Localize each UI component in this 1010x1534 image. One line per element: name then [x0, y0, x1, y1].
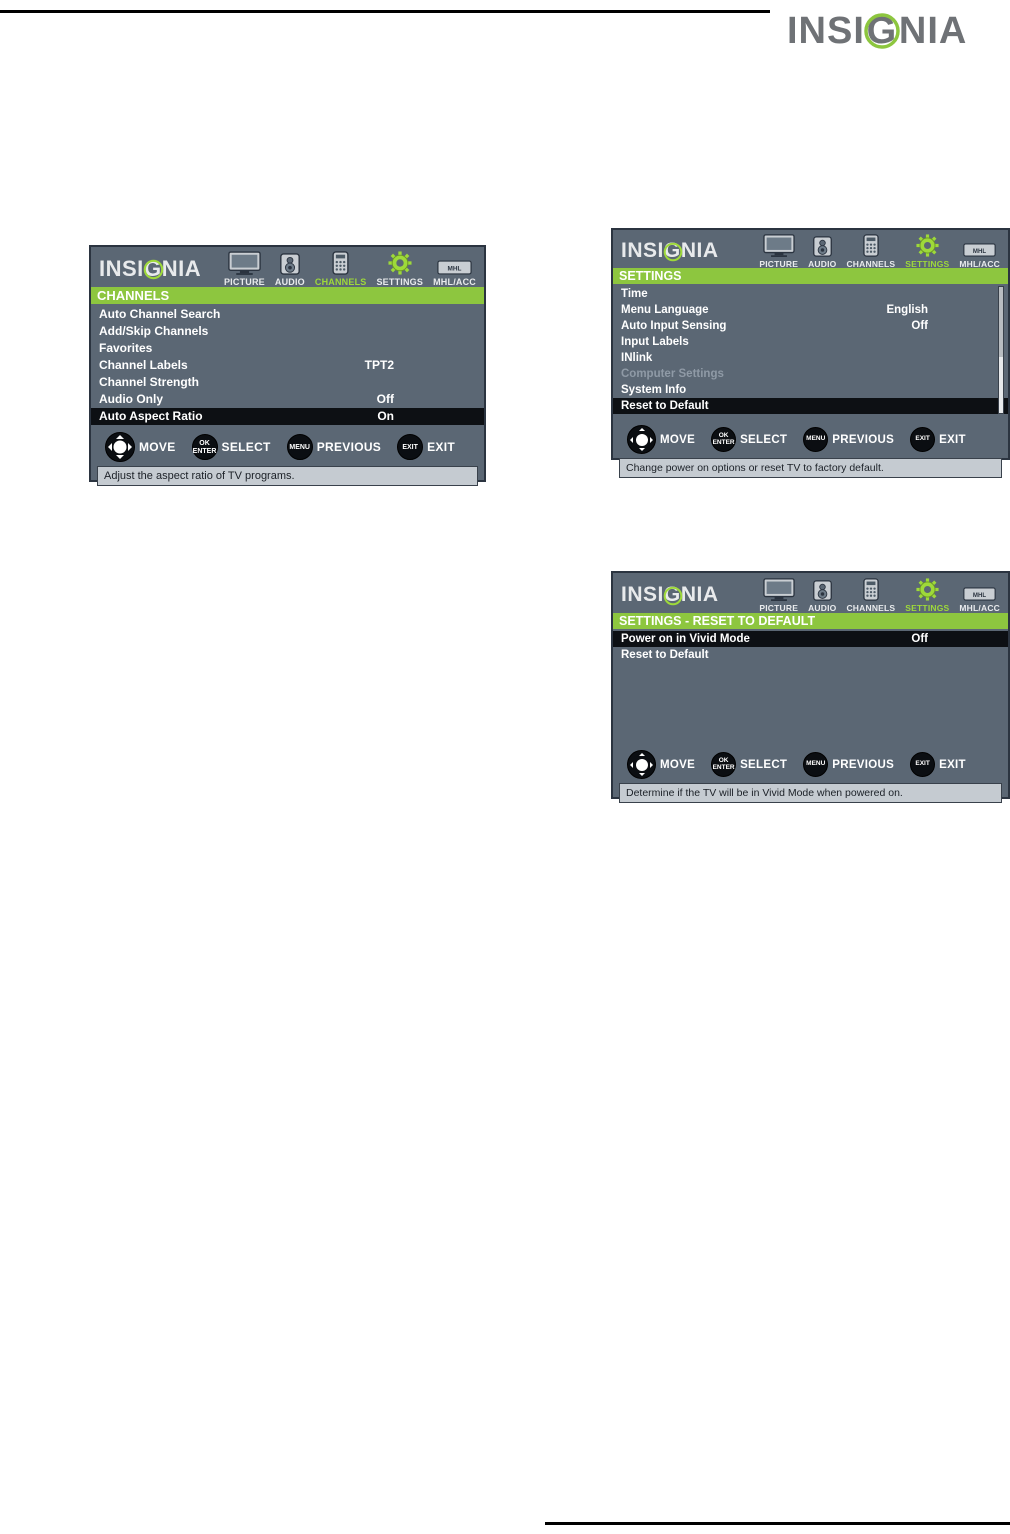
- osd-menu-item[interactable]: [91, 357, 484, 374]
- dpad-arrow: [116, 455, 124, 459]
- dpad-arrow: [639, 428, 645, 431]
- remote-key-icon[interactable]: [397, 434, 423, 460]
- osd-menu-list: [91, 304, 484, 428]
- dpad-arrow: [108, 443, 112, 451]
- dpad-arrow: [639, 448, 645, 451]
- osd-menu-item-label: INlink: [621, 352, 653, 364]
- osd-menu-item[interactable]: [91, 391, 484, 408]
- osd-logo-ring-icon: G: [144, 256, 162, 282]
- osd-menu-settings[interactable]: [905, 578, 949, 613]
- osd-menu-picture[interactable]: [759, 578, 798, 613]
- osd-logo: INSIG NIA: [621, 239, 719, 262]
- osd-title-bar: SETTINGS - RESET TO DEFAULT: [613, 613, 1008, 629]
- osd-menu-item-label: System Info: [621, 384, 687, 396]
- osd-menu-item[interactable]: [91, 323, 484, 340]
- osd-menu-item-label: Auto Input Sensing: [621, 320, 727, 332]
- osd-menu-label: AUDIO: [808, 258, 837, 269]
- osd-menu-label: CHANNELS: [314, 277, 367, 287]
- osd-menu-label: AUDIO: [274, 277, 305, 287]
- osd-menu-picture[interactable]: [759, 234, 798, 269]
- header-rule: [0, 10, 770, 13]
- button-line1: OK: [718, 431, 729, 439]
- osd-menu-label: PICTURE: [223, 277, 265, 287]
- mhl-glyph-icon: [963, 587, 996, 601]
- dpad-hub: [636, 759, 648, 771]
- legend-label: EXIT: [939, 433, 966, 446]
- logo-ring-icon: G: [865, 8, 899, 54]
- osd-menu-audio[interactable]: [808, 580, 836, 613]
- osd-menu-item-label: Time: [621, 288, 648, 300]
- osd-menu-item-label: Menu Language: [621, 304, 709, 316]
- osd-menu-channels[interactable]: [846, 234, 895, 269]
- osd-icon-row: [224, 251, 476, 287]
- osd-menu-item[interactable]: [91, 340, 484, 357]
- osd-panel-settings: [611, 228, 1010, 474]
- button-line1: MENU: [806, 435, 826, 443]
- osd-menu-item[interactable]: [613, 286, 1008, 302]
- osd-menu-label: SETTINGS: [905, 258, 950, 269]
- legend-label: SELECT: [221, 440, 271, 454]
- dpad-arrow: [650, 437, 653, 443]
- osd-menu-label: SETTINGS: [376, 277, 424, 287]
- osd-menu-label: CHANNELS: [846, 258, 896, 269]
- legend-select-button[interactable]: [711, 427, 787, 452]
- remote-glyph-icon: [332, 251, 349, 275]
- osd-menu-label: CHANNELS: [846, 602, 896, 613]
- osd-menu-mhl-acc[interactable]: [959, 587, 1000, 613]
- osd-menu-item-label: Computer Settings: [621, 368, 724, 380]
- tv-glyph-icon: [228, 251, 261, 275]
- footer-rule: [545, 1522, 1010, 1525]
- osd-menu-label: AUDIO: [808, 602, 837, 613]
- osd-menu-item-value: Off: [911, 320, 928, 332]
- remote-glyph-icon: [863, 578, 879, 601]
- osd-menu-item-label: Power on in Vivid Mode: [621, 633, 750, 645]
- dpad-arrow: [639, 773, 645, 776]
- legend-label: MOVE: [660, 758, 696, 771]
- legend-label: SELECT: [740, 758, 788, 771]
- osd-menu-item[interactable]: [613, 350, 1008, 366]
- osd-menu-mhl-acc[interactable]: [433, 260, 476, 287]
- osd-menu-channels[interactable]: [315, 251, 367, 287]
- button-line1: MENU: [289, 443, 310, 451]
- osd-hint-bar: Determine if the TV will be in Vivid Mode when powered on.: [619, 783, 1002, 803]
- osd-menu-audio[interactable]: [275, 253, 305, 287]
- osd-menu-list: [613, 284, 1008, 421]
- osd-menu-item-label: Reset to Default: [621, 400, 709, 412]
- legend-label: PREVIOUS: [832, 758, 895, 771]
- osd-logo: INSIG NIA: [99, 256, 202, 281]
- gear-glyph-icon: [916, 234, 939, 257]
- gear-glyph-icon: [388, 251, 412, 275]
- button-line1: OK: [718, 756, 729, 764]
- osd-menu-item[interactable]: [613, 366, 1008, 382]
- osd-menu-settings[interactable]: [376, 251, 423, 287]
- osd-menu-list: [613, 629, 1008, 746]
- osd-legend: [613, 421, 1008, 458]
- remote-glyph-icon: [863, 234, 879, 257]
- brand-logo: [787, 8, 1002, 54]
- osd-menu-item[interactable]: [613, 334, 1008, 350]
- osd-menu-item-label: Input Labels: [621, 336, 689, 348]
- osd-scrollbar[interactable]: [998, 286, 1004, 414]
- osd-menu-item[interactable]: [613, 382, 1008, 398]
- osd-logo-ring-icon: G: [664, 583, 681, 607]
- osd-menu-item[interactable]: [613, 302, 1008, 318]
- remote-key-icon[interactable]: [910, 752, 935, 777]
- speaker-glyph-icon: [812, 580, 833, 601]
- dpad-arrow: [116, 435, 124, 439]
- osd-menu-item-label: Channel Strength: [99, 375, 200, 389]
- legend-label: PREVIOUS: [316, 440, 382, 454]
- legend-move-dpad[interactable]: [105, 432, 176, 462]
- osd-title-bar: CHANNELS: [91, 287, 484, 304]
- dpad-arrow: [128, 443, 132, 451]
- button-line1: EXIT: [402, 443, 418, 451]
- osd-logo: INSIG NIA: [621, 583, 719, 606]
- osd-header: [613, 230, 1008, 268]
- speaker-glyph-icon: [812, 236, 833, 257]
- osd-menu-item[interactable]: [613, 318, 1008, 334]
- remote-key-icon[interactable]: [192, 434, 218, 460]
- legend-move-dpad[interactable]: [627, 750, 695, 779]
- osd-menu-item[interactable]: [91, 374, 484, 391]
- svg-text:MHL: MHL: [447, 265, 462, 273]
- legend-previous-button[interactable]: [803, 752, 894, 777]
- osd-menu-item[interactable]: [613, 631, 1008, 647]
- legend-move-dpad[interactable]: [627, 425, 695, 454]
- osd-hint-bar: Adjust the aspect ratio of TV programs.: [97, 466, 478, 486]
- legend-previous-button[interactable]: [287, 434, 381, 460]
- osd-menu-item-value: TPT2: [364, 358, 394, 372]
- remote-key-icon[interactable]: [287, 434, 313, 460]
- osd-menu-item-value: Off: [911, 633, 928, 645]
- osd-menu-audio[interactable]: [808, 236, 836, 269]
- osd-hint-bar: Change power on options or reset TV to factory default.: [619, 458, 1002, 478]
- osd-menu-channels[interactable]: [846, 578, 895, 613]
- osd-menu-picture[interactable]: [224, 251, 265, 287]
- svg-text:MHL: MHL: [973, 592, 987, 599]
- dpad-arrow: [630, 762, 633, 768]
- osd-logo-ring-circle-icon: [663, 242, 683, 262]
- mhl-glyph-icon: [437, 260, 472, 275]
- button-line2: ENTER: [712, 439, 735, 446]
- button-line1: OK: [199, 439, 210, 447]
- osd-menu-item-label: Channel Labels: [99, 358, 188, 372]
- osd-panel-channels: [89, 245, 486, 482]
- remote-key-icon[interactable]: [803, 752, 828, 777]
- osd-menu-item[interactable]: [91, 306, 484, 323]
- dpad-hub: [636, 434, 648, 446]
- dpad-arrow: [630, 437, 633, 443]
- svg-text:MHL: MHL: [973, 248, 987, 255]
- button-line2: ENTER: [712, 764, 735, 771]
- osd-menu-label: PICTURE: [759, 602, 799, 613]
- dpad-hub: [114, 441, 127, 454]
- osd-menu-mhl-acc[interactable]: [959, 243, 1000, 269]
- osd-menu-item-label: Auto Channel Search: [99, 307, 221, 321]
- tv-glyph-icon: [763, 578, 795, 601]
- osd-icon-row: [759, 234, 1000, 269]
- osd-menu-item-label: Reset to Default: [621, 649, 709, 661]
- mhl-glyph-icon: [963, 243, 996, 257]
- legend-select-button[interactable]: [192, 434, 271, 460]
- button-line1: EXIT: [915, 435, 930, 443]
- dpad-icon[interactable]: [627, 750, 656, 779]
- osd-legend: [91, 428, 484, 466]
- osd-header: [613, 573, 1008, 613]
- osd-icon-row: [759, 578, 1000, 613]
- button-line2: ENTER: [192, 447, 217, 455]
- legend-label: SELECT: [740, 433, 788, 446]
- legend-label: EXIT: [939, 758, 966, 771]
- logo-ring-circle-icon: [863, 12, 901, 50]
- legend-exit-button[interactable]: [910, 427, 966, 452]
- button-line1: MENU: [806, 760, 826, 768]
- osd-menu-item-label: Add/Skip Channels: [99, 324, 209, 338]
- legend-exit-button[interactable]: [397, 434, 455, 460]
- remote-key-icon[interactable]: [803, 427, 828, 452]
- osd-menu-item-value: Off: [376, 392, 394, 406]
- tv-glyph-icon: [763, 234, 795, 257]
- button-line1: EXIT: [915, 760, 930, 768]
- osd-menu-item[interactable]: [613, 398, 1008, 414]
- legend-label: PREVIOUS: [832, 433, 895, 446]
- legend-label: EXIT: [427, 440, 455, 454]
- dpad-icon[interactable]: [105, 432, 135, 462]
- legend-label: MOVE: [139, 440, 176, 454]
- osd-menu-item[interactable]: [91, 408, 484, 425]
- dpad-arrow: [639, 753, 645, 756]
- remote-key-icon[interactable]: [711, 752, 736, 777]
- osd-scrollbar-thumb[interactable]: [999, 287, 1003, 357]
- osd-menu-item-label: Favorites: [99, 341, 153, 355]
- legend-exit-button[interactable]: [910, 752, 966, 777]
- brand-logo-text: INSIG NIA: [787, 10, 968, 52]
- osd-menu-item-value: On: [377, 409, 394, 423]
- legend-previous-button[interactable]: [803, 427, 894, 452]
- remote-key-icon[interactable]: [910, 427, 935, 452]
- osd-menu-label: MHL/ACC: [959, 602, 1000, 613]
- osd-menu-item-label: Audio Only: [99, 392, 163, 406]
- osd-menu-label: SETTINGS: [905, 602, 950, 613]
- osd-legend: [613, 746, 1008, 783]
- gear-glyph-icon: [916, 578, 939, 601]
- osd-title-bar: SETTINGS: [613, 268, 1008, 284]
- osd-header: [91, 247, 484, 287]
- osd-logo-ring-circle-icon: [143, 259, 164, 280]
- osd-panel-reset-to-default: [611, 571, 1010, 799]
- speaker-glyph-icon: [279, 253, 301, 275]
- legend-label: MOVE: [660, 433, 696, 446]
- dpad-icon[interactable]: [627, 425, 656, 454]
- osd-menu-label: MHL/ACC: [433, 277, 476, 287]
- osd-menu-item-label: Auto Aspect Ratio: [99, 409, 203, 423]
- remote-key-icon[interactable]: [711, 427, 736, 452]
- osd-menu-label: MHL/ACC: [959, 258, 1000, 269]
- osd-menu-item[interactable]: [613, 647, 1008, 663]
- dpad-arrow: [650, 762, 653, 768]
- osd-menu-item-value: English: [886, 304, 928, 316]
- legend-select-button[interactable]: [711, 752, 787, 777]
- osd-logo-ring-circle-icon: [663, 586, 683, 606]
- osd-menu-settings[interactable]: [905, 234, 949, 269]
- osd-menu-label: PICTURE: [759, 258, 799, 269]
- osd-logo-ring-icon: G: [664, 239, 681, 263]
